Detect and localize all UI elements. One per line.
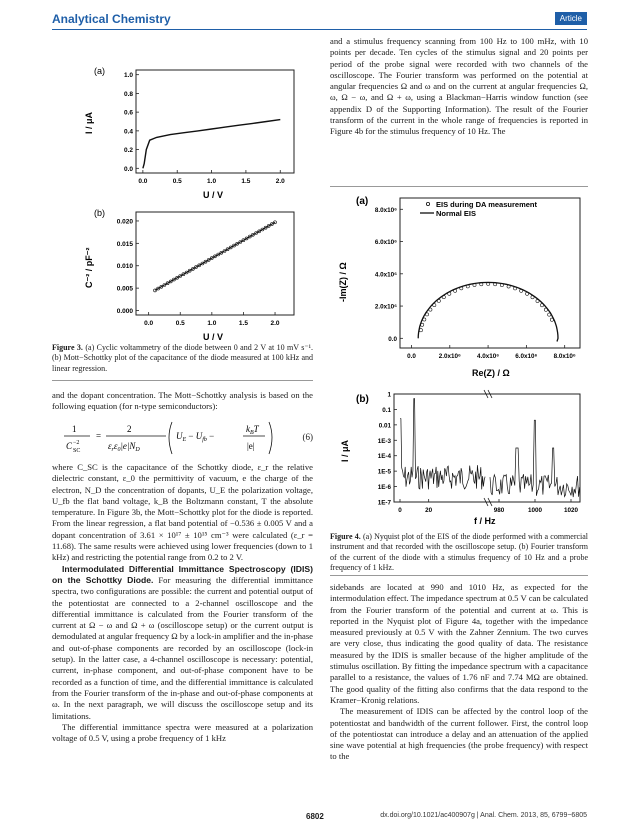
right-p1: and a stimulus frequency scanning from 100 Hz to 100 mHz, with 10 points per decade. Ten cycles of the stimulus signal and 20 points per period of the probe signal were recorded with two channels of the oscilloscope. The Fourier transform was performed on the potential at angular frequencies Ω and ω and on the current at angular frequencies Ω, ω, Ω − ω, and Ω + ω, using a Blackman−Harris window function (see appendix D of the Supporting Information). The result of the Fourier transform of the current in the whole range of frequencies is reported in Figure 4b for the stimulus frequency of 10 Hz. The [330, 36, 588, 137]
fig4a-data-point [437, 299, 440, 302]
fig3b-xlabel: U / V [203, 332, 224, 342]
fig3-caption-rule [52, 380, 313, 381]
svg-text:1: 1 [72, 424, 77, 434]
fig4b-xlabel: f / Hz [474, 516, 496, 526]
left-p1: and the dopant concentration. The Mott−Schottky analysis is based on the following equation (for n-type semiconductors): [52, 390, 313, 412]
legend-marker-eis-da [426, 202, 429, 205]
fig4b-xtick-label: 20 [425, 507, 433, 514]
right-column-top [330, 36, 588, 138]
article-tag: Article [555, 12, 587, 25]
svg-text:SC: SC [73, 448, 81, 454]
fig4a-ytick-label: 0.0 [388, 335, 397, 343]
fig4a-data-point [425, 313, 428, 316]
svg-text:2: 2 [127, 424, 132, 434]
fig4b-xtick-label: 0 [398, 507, 402, 514]
fig3b-xtick-label: 0.0 [144, 320, 154, 327]
fig4a-normal-eis-curve [418, 282, 558, 341]
svg-text:=: = [96, 431, 102, 441]
fig4b-ytick-label: 1E-5 [377, 468, 391, 476]
fig4a-xtick-label: 6.0x10⁶ [515, 353, 538, 360]
fig3b-xtick-label: 2.0 [270, 320, 280, 327]
fig4-caption-rule [330, 575, 588, 576]
fig4a-data-point [429, 308, 432, 311]
svg-text:kBT: $k_BT$ [246, 424, 259, 436]
left-column-body [52, 462, 313, 744]
fig4a-ylabel: -Im(Z) / Ω [338, 262, 348, 302]
left-p4: The differential immittance spectra were measured at a polarization voltage of 0.5 V, using a probe frequency of 1 kHz [52, 721, 313, 744]
fig4a-xtick-label: 4.0x10⁶ [476, 353, 500, 360]
fig3b-plot [84, 212, 294, 342]
doi-link[interactable]: dx.doi.org/10.1021/ac400907g | Anal. Chem. 2013, 85, 6799−6805 [380, 812, 587, 819]
equation-6-graphic [62, 418, 313, 458]
right-p2: sidebands are located at 990 and 1010 Hz, as expected for the intermodulation effect. The impedance spectrum at 0.5 V can be calculated from the Fourier transform of the potential and current at ω. This is reported in the Nyquist plot of Figure 4a, together with the impedance measured previously at 0.5 V with the Zahner Zennium. The two curves are very close, thus indicating the good quality of data. The resistance measured by the IDIS is smaller because of the higher amplitude of the stimulus oscillation. By fitting the impedance spectrum with a capacitance parallel to a resistance, the values of 1.76 nF and 7.74 MΩ are obtained. The good quality of the fitting also confirms that the data respond to the Kramer−Kronig relations. [330, 582, 588, 705]
fig3b-ytick-label: 0.010 [116, 263, 133, 271]
figure-4-caption [330, 532, 588, 573]
fig4a-data-point [526, 292, 529, 295]
fig4b-xtick-label: 980 [493, 507, 505, 514]
fig4a-xtick-label: 0.0 [407, 353, 416, 360]
fig4b-xtick-label: 1020 [563, 507, 579, 514]
fig3a-ytick-label: 0.4 [123, 128, 133, 136]
fig3a-cv-curve [143, 120, 280, 169]
fig3-caption-label: Figure 3. [52, 343, 83, 352]
legend-label-normal-eis: Normal EIS [436, 209, 477, 218]
fig3a-ytick-label: 1.0 [123, 72, 133, 80]
fig4a-xtick-label: 8.0x10⁶ [553, 353, 576, 360]
left-p2: where C_SC is the capacitance of the Schottky diode, ε_r the relative dielectric constant, ε_0 the permittivity of vacuum, e the charge of the electron, N_D the concentration of dopants, U_E the polarization voltage, U_fb the flat band voltage, k_B the Boltzmann constant, T the absolute temperature. In Figure 3b, the Mott−Schottky plot for the diode is reported. From the linear regression, a flat band potential of −0.536 ± 0.005 V and a dopant concentration of 3.61 × 10¹⁷ ± 10¹⁵ cm⁻³ were calculated (ε_r = 11.68). The same results were achieved using lower frequencies (down to 1 kHz) and restricting the potential range from 0.2 to 2 V. [52, 462, 313, 563]
fig4a-ytick-label: 2.0x10⁶ [374, 303, 397, 311]
fig4a-data-point [536, 299, 539, 302]
fig4a-data-point [550, 318, 553, 321]
header-rule [52, 29, 587, 30]
fig4a-data-point [423, 318, 426, 321]
right-column-bottom [330, 582, 588, 763]
fig4-panel-a: (a) [356, 196, 369, 207]
fig3a-xtick-label: 0.5 [172, 178, 182, 185]
fig3b-ylabel: C⁻² / pF⁻² [84, 247, 94, 288]
figure-3 [80, 62, 310, 342]
figure-4 [330, 190, 588, 530]
right-p3: The measurement of IDIS can be affected by the control loop of the potentiostat and bandwidth of the current follower. First, the control loop of the potentiostat can introduce a delay and an attenuation of the applied sine wave potential at high frequencies (the probe frequency) with respect to the [330, 706, 588, 762]
fig3a-xtick-label: 2.0 [275, 178, 285, 185]
fig3b-ytick-label: 0.020 [116, 218, 133, 226]
fig4b-ytick-label: 1E-4 [377, 453, 391, 461]
fig4-panel-b: (b) [356, 394, 369, 405]
fig4b-ytick-label: 1E-3 [377, 437, 391, 445]
svg-text:C: C [66, 441, 73, 451]
fig4-caption-label: Figure 4. [330, 532, 361, 541]
fig3b-regression-line [155, 222, 275, 290]
fig4a-data-point [531, 296, 534, 299]
fig4a-data-point [442, 296, 445, 299]
left-p3: For measuring the differential immittance spectra, two configurations are possible: the current and potential output of the potentiostat are connected to a 2-channel oscilloscope and the differential immittance is calculated from the Fourier transform of the current at Ω − ω and Ω + ω (oscilloscope setup) or the current output is demodulated at angular frequency Ω by a lock-in amplifier and the in-phase and out-of-phase components are recorded by an oscilloscope (lock-in setup). In the latter case, a 4-channel oscilloscope is necessary: potential, current, in-phase component, and out-of-phase component have to be recorded as a function of time, and the differential immittance is calculated from the Fourier transform of the in-phase and out-of-phase components at ω. In the next paragraph, we will discuss the oscilloscope setup and its limitations. [52, 574, 313, 721]
fig4b-ytick-label: 0.01 [378, 422, 391, 430]
fig4a-data-point [421, 323, 424, 326]
fig3b-ytick-label: 0.005 [116, 285, 133, 293]
fig3a-ytick-label: 0.8 [123, 90, 133, 98]
fig3a-ytick-label: 0.2 [123, 147, 133, 155]
fig3b-xtick-label: 0.5 [175, 320, 185, 327]
svg-text:−2: −2 [73, 440, 80, 446]
fig4b-ytick-label: 1 [387, 391, 391, 399]
fig4a-xlabel: Re(Z) / Ω [472, 368, 510, 378]
fig4-caption-text: (a) Nyquist plot of the EIS of the diode performed with a commercial instrument and that recorded with the oscilloscope setup. (b) Fourier transform of the current of the diode with a stimulus frequency of 10 Hz and a probe frequency of 1 kHz. [330, 532, 589, 572]
fig3a-xtick-label: 1.0 [207, 178, 217, 185]
fig3-panel-b: (b) [94, 208, 105, 218]
fig4a-data-point [548, 313, 551, 316]
fig3b-ytick-label: 0.015 [116, 240, 133, 248]
fig4a-data-point [433, 304, 436, 307]
fig3-panel-a: (a) [94, 66, 105, 76]
fig4a-data-point [448, 292, 451, 295]
fig4a-ytick-label: 8.0x10⁶ [374, 206, 397, 214]
fig4b-spectrum-line [400, 399, 580, 498]
fig3-caption-text: (a) Cyclic voltammetry of the diode between 0 and 2 V at 10 mV s⁻¹. (b) Mott−Schottky plot of the capacitance of the diode measured at 100 kHz and linear regression. [52, 343, 314, 373]
fig4a-ytick-label: 4.0x10⁶ [374, 271, 397, 279]
fig4a-data-point [544, 308, 547, 311]
fig4a-plot [338, 198, 580, 378]
fig4b-ytick-label: 1E-7 [377, 499, 391, 507]
fig3a-xtick-label: 0.0 [138, 178, 148, 185]
fig3a-xlabel: U / V [203, 190, 224, 200]
svg-text:UE − Ufb −: $U_E - U_{fb}$ − [176, 431, 215, 443]
fig3b-xtick-label: 1.0 [207, 320, 217, 327]
equation-6-number: (6) [302, 432, 313, 442]
svg-text:εrε0|e|ND: $\varepsilon_r\varepsilon_0|e|N_D$ [108, 441, 140, 453]
fig4a-frame [400, 198, 580, 348]
svg-text:|e|: |e| [247, 441, 255, 451]
fig4a-ytick-label: 6.0x10⁶ [374, 239, 397, 247]
fig4b-ytick-label: 0.1 [382, 406, 391, 414]
fig3b-xtick-label: 1.5 [238, 320, 248, 327]
fig4b-xtick-label: 1000 [527, 507, 543, 514]
fig4b-ytick-label: 1E-6 [377, 484, 391, 492]
left-column [52, 390, 313, 413]
fig4-top-rule [330, 186, 588, 187]
figure-3-caption [52, 343, 313, 374]
fig4a-data-point [540, 304, 543, 307]
fig4a-xtick-label: 2.0x10⁶ [438, 353, 461, 360]
section-heading-idis: Intermodulated Differential Immittance Spectroscopy (IDIS) on the Schottky Diode. [52, 563, 313, 585]
fig4b-plot [340, 390, 580, 526]
fig3b-frame [136, 212, 294, 315]
left-p3-wrap [52, 564, 313, 722]
fig4a-data-point [419, 329, 422, 332]
page-number: 6802 [306, 812, 324, 821]
fig3b-ytick-label: 0.000 [116, 308, 133, 316]
fig3a-plot [84, 70, 294, 200]
equation-6 [62, 418, 313, 458]
fig3a-ytick-label: 0.0 [123, 165, 133, 173]
journal-title: Analytical Chemistry [52, 12, 171, 26]
fig4b-ylabel: I / μA [340, 439, 350, 462]
fig3a-ylabel: I / μA [84, 111, 94, 134]
fig3a-xtick-label: 1.5 [241, 178, 251, 185]
legend-label-eis-da: EIS during DA measurement [436, 200, 537, 209]
fig3a-ytick-label: 0.6 [123, 109, 133, 117]
